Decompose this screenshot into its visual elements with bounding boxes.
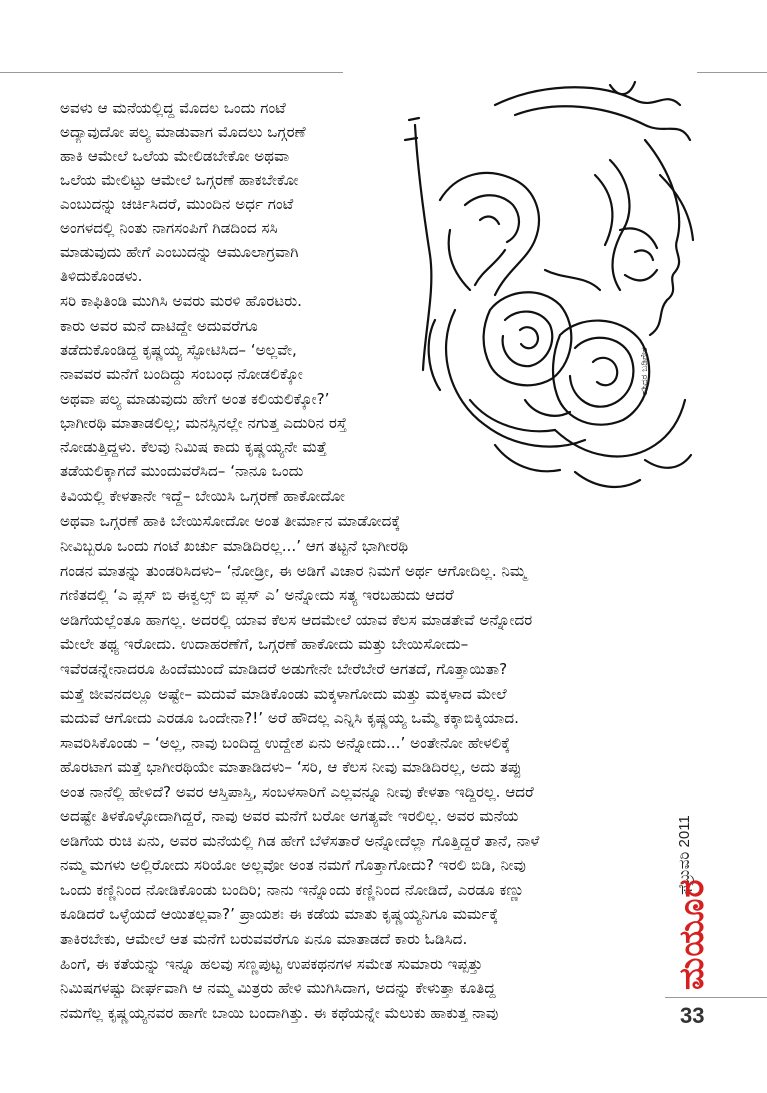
sketch-faces-illustration: [395, 80, 695, 500]
text-line: ಮಾಡುವುದು ಹೇಗೆ ಎಂಬುದನ್ನು ಆಮೂಲಾಗ್ರವಾಗಿ: [60, 243, 299, 261]
text-line: ನೀವಿಬ್ಬರೂ ಒಂದು ಗಂಟೆ ಖರ್ಚು ಮಾಡಿದಿರಲ್ಲ...’ ಆಗ ತಟ್ಟನೆ ಭಾಗೀರಥಿ: [60, 537, 409, 555]
top-rule-left: [0, 72, 343, 73]
text-line: ಒಲೆಯ ಮೇಲಿಟ್ಟು ಆಮೇಲೆ ಒಗ್ಗರಣೆ ಹಾಕಬೇಕೋ: [60, 171, 299, 189]
text-line: ತಡೆಯಲಿಕ್ಕಾಗದೆ ಮುಂದುವರೆಸಿದ– ‘ನಾನೂ ಒಂದು: [60, 462, 304, 480]
text-line: ಮೇಲೇ ತಥ್ಯ ಇರೋದು. ಉದಾಹರಣೆಗೆ, ಒಗ್ಗರಣೆ ಹಾಕೋದು ಮತ್ತು ಬೇಯಿಸೋದು–: [60, 635, 469, 653]
magazine-title: ಮಯೂರ: [672, 878, 712, 990]
text-line: ಗಂಡನ ಮಾತನ್ನು ತುಂಡರಿಸಿದಳು– ‘ನೋಡ್ರೀ, ಈ ಅಡಿಗೆ ವಿಚಾರ ನಿಮಗೆ ಅರ್ಥ ಆಗೋದಿಲ್ಲ. ನಿಮ್ಮ: [60, 562, 527, 580]
text-line: ಅಥವಾ ಒಗ್ಗರಣೆ ಹಾಕಿ ಬೇಯಿಸೋದೋ ಅಂತ ತೀರ್ಮಾನ ಮಾಡೋದಕ್ಕೆ: [60, 512, 401, 530]
text-line: ತಿಳಿದುಕೊಂಡಳು.: [60, 267, 143, 285]
text-line: ಎಂಬುದನ್ನು ಚರ್ಚಿಸಿದರೆ, ಮುಂದಿನ ಅರ್ಧ ಗಂಟೆ: [60, 195, 294, 213]
text-line: ನಮಗೆಲ್ಲ ಕೃಷ್ಣಯ್ಯನವರ ಹಾಗೇ ಬಾಯಿ ಬಂದಾಗಿತ್ತು. ಈ ಕಥೆಯನ್ನೇ ಮೆಲುಕು ಹಾಕುತ್ತ ನಾವು: [60, 1004, 499, 1022]
text-line: ಇವೆರಡನ್ನೇನಾದರೂ ಹಿಂದೆಮುಂದೆ ಮಾಡಿದರೆ ಅಡುಗೇನೇ ಬೇರೆಬೇರೆ ಆಗತದೆ, ಗೊತ್ತಾಯಿತಾ?: [60, 660, 508, 678]
text-line: ಕಿವಿಯಲ್ಲಿ ಕೇಳತಾನೇ ಇದ್ದೆ– ಬೇಯಿಸಿ ಒಗ್ಗರಣೆ ಹಾಕೋದೋ: [60, 487, 345, 505]
text-line: ಅವಳು ಆ ಮನೆಯಲ್ಲಿದ್ದ ಮೊದಲ ಒಂದು ಗಂಟೆ: [60, 99, 286, 117]
text-line: ಅಡಿಗೆಯ ರುಚಿ ಏನು, ಅವರ ಮನೆಯಲ್ಲಿ ಗಿಡ ಹೇಗೆ ಬೆಳೆಸತಾರೆ ಅನ್ನೋದೆಲ್ಲಾ ಗೊತ್ತಿದ್ದರೆ ತಾನೆ, ನಾಳೆ: [60, 832, 540, 850]
text-line: ಅಡಿಗೆಯಲ್ಲೆಂತೂ ಹಾಗಲ್ಲ. ಅದರಲ್ಲಿ ಯಾವ ಕೆಲಸ ಆದಮೇಲೆ ಯಾವ ಕೆಲಸ ಮಾಡತೇವೆ ಅನ್ನೋದರ: [60, 611, 533, 629]
text-line: ಮತ್ತೆ ಜೀವನದಲ್ಲೂ ಅಷ್ಟೇ– ಮದುವೆ ಮಾಡಿಕೊಂಡು ಮಕ್ಕಳಾಗೋದು ಮತ್ತು ಮಕ್ಕಳಾದ ಮೇಲೆ: [60, 685, 507, 703]
text-line: ಹೊರಟಾಗ ಮತ್ತೆ ಭಾಗೀರಥಿಯೇ ಮಾತಾಡಿದಳು– ‘ಸರಿ, ಆ ಕೆಲಸ ನೀವು ಮಾಡಿದಿರಲ್ಲ, ಅದು ತಪ್ಪು: [60, 758, 522, 776]
text-line: ಸರಿ ಕಾಫಿತಿಂಡಿ ಮುಗಿಸಿ ಅವರು ಮರಳಿ ಹೊರಟರು.: [60, 292, 302, 310]
illustration-drawing: [395, 80, 695, 500]
text-line: ಕಾರು ಅವರ ಮನೆ ದಾಟಿದ್ದೇ ಅದುವರೆಗೂ: [60, 317, 258, 335]
text-line: ಹಿಂಗೆ, ಈ ಕತೆಯನ್ನು ಇನ್ನೂ ಹಲವು ಸಣ್ಣಪುಟ್ಟ ಉಪಕಥನಗಳ ಸಮೇತ ಸುಮಾರು ಇಪ್ಪತ್ತು: [60, 955, 483, 973]
text-line: ಕೂಡಿದರೆ ಒಳ್ಳೆಯದೆ ಆಯಿತಲ್ಲವಾ?’ ಪ್ರಾಯಶಃ ಈ ಕಡೆಯ ಮಾತು ಕೃಷ್ಣಯ್ಯನಿಗೂ ಮರ್ಮಕ್ಕೆ: [60, 905, 499, 923]
text-line: ತಡೆದುಕೊಂಡಿದ್ದ ಕೃಷ್ಣಯ್ಯ ಸ್ಫೋಟಿಸಿದ– ‘ಅಲ್ಲವೇ,: [60, 341, 297, 359]
text-line: ಭಾಗೀರಥಿ ಮಾತಾಡಲಿಲ್ಲ; ಮನಸ್ಸಿನಲ್ಲೇ ನಗುತ್ತ ಎದುರಿನ ರಸ್ತೆ: [60, 414, 347, 432]
text-line: ನಿಮಿಷಗಳಷ್ಟು ದೀರ್ಘವಾಗಿ ಆ ನಮ್ಮ ಮಿತ್ರರು ಹೇಳಿ ಮುಗಿಸಿದಾಗ, ಅದನ್ನು ಕೇಳುತ್ತಾ ಕೂತಿದ್ದ: [60, 979, 496, 997]
folio-rule: [665, 997, 767, 998]
text-line: ನಾವವರ ಮನೆಗೆ ಬಂದಿದ್ದು ಸಂಬಂಧ ನೋಡಲಿಕ್ಕೋ: [60, 365, 303, 383]
text-line: ಸಾವರಿಸಿಕೊಂಡು – ‘ಅಲ್ಲ, ನಾವು ಬಂದಿದ್ದ ಉದ್ದೇಶ ಏನು ಅನ್ನೋದು...’ ಅಂತೇನೋ ಹೇಳಲಿಕ್ಕೆ: [60, 734, 511, 752]
text-line: ಅಂತ ನಾನೆಲ್ಲಿ ಹೇಳಿದೆ? ಅವರ ಆಸ್ತಿಪಾಸ್ತಿ, ಸಂಬಳಸಾರಿಗೆ ಎಲ್ಲವನ್ನೂ ನೀವು ಕೇಳತಾ ಇದ್ದಿರಲ್ಲ. ಆದರೆ: [60, 783, 534, 801]
text-line: ತಾಕಿರಬೇಕು, ಆಮೇಲೆ ಆತ ಮನೆಗೆ ಬರುವವರೆಗೂ ಏನೂ ಮಾತಾಡದೆ ಕಾರು ಓಡಿಸಿದ.: [60, 930, 468, 948]
top-rule-right: [697, 72, 767, 73]
issue-date: ಫೆಬ್ರುವರಿ 2011: [676, 815, 693, 895]
text-line: ಅಥವಾ ಪಲ್ಯ ಮಾಡುವುದು ಹೇಗೆ ಅಂತ ಕಲಿಯಲಿಕ್ಕೋ?’: [60, 390, 330, 408]
text-line: ಗಣಿತದಲ್ಲಿ ‘ಎ ಪ್ಲಸ್ ಬಿ ಈಕ್ವಲ್ಸ್ ಬಿ ಪ್ಲಸ್ ಎ’ ಅನ್ನೋದು ಸತ್ಯ ಇರಬಹುದು ಆದರೆ: [60, 586, 454, 604]
text-line: ಅದಷ್ಟೇ ತಿಳಕೊಳ್ಳೋದಾಗಿದ್ದರೆ, ನಾವು ಅವರ ಮನೆಗೆ ಬರೋ ಅಗತ್ಯವೇ ಇರಲಿಲ್ಲ. ಅವರ ಮನೆಯ: [60, 807, 519, 825]
text-line: ಮದುವೆ ಆಗೋದು ಎರಡೂ ಒಂದೇನಾ?!’ ಅರೆ ಹೌದಲ್ಲ ಎನ್ನಿಸಿ ಕೃಷ್ಣಯ್ಯ ಒಮ್ಮೆ ಕಕ್ಕಾಬಿಕ್ಕಿಯಾದ.: [60, 709, 519, 727]
text-line: ಅಂಗಳದಲ್ಲಿ ನಿಂತು ನಾಗಸಂಪಿಗೆ ಗಿಡದಿಂದ ಸಸಿ: [60, 219, 278, 237]
page-number: 33: [680, 1003, 705, 1028]
illustration-credit: ಶಶಿಧರ ಬಡಿಗೇರ: [640, 347, 650, 395]
text-line: ನೋಡುತ್ತಿದ್ದಳು. ಕೆಲವು ನಿಮಿಷ ಕಾದು ಕೃಷ್ಣಯ್ಯನೇ ಮತ್ತೆ: [60, 438, 327, 456]
text-line: ಹಾಕಿ ಆಮೇಲೆ ಒಲೆಯ ಮೇಲಿಡಬೇಕೋ ಅಥವಾ: [60, 147, 290, 165]
text-line: ನಮ್ಮ ಮಗಳು ಅಲ್ಲಿರೋದು ಸರಿಯೋ ಅಲ್ಲವೋ ಅಂತ ನಮಗೆ ಗೊತ್ತಾಗೋದು? ಇರಲಿ ಬಿಡಿ, ನೀವು: [60, 856, 526, 874]
text-line: ಒಂದು ಕಣ್ಣಿನಿಂದ ನೋಡಿಕೊಂಡು ಬಂದಿರಿ; ನಾನು ಇನ್ನೊಂದು ಕಣ್ಣಿನಿಂದ ನೋಡಿದೆ, ಎರಡೂ ಕಣ್ಣು: [60, 881, 525, 899]
text-line: ಅದ್ಯಾವುದೋ ಪಲ್ಯ ಮಾಡುವಾಗ ಮೊದಲು ಒಗ್ಗರಣೆ: [60, 123, 306, 141]
